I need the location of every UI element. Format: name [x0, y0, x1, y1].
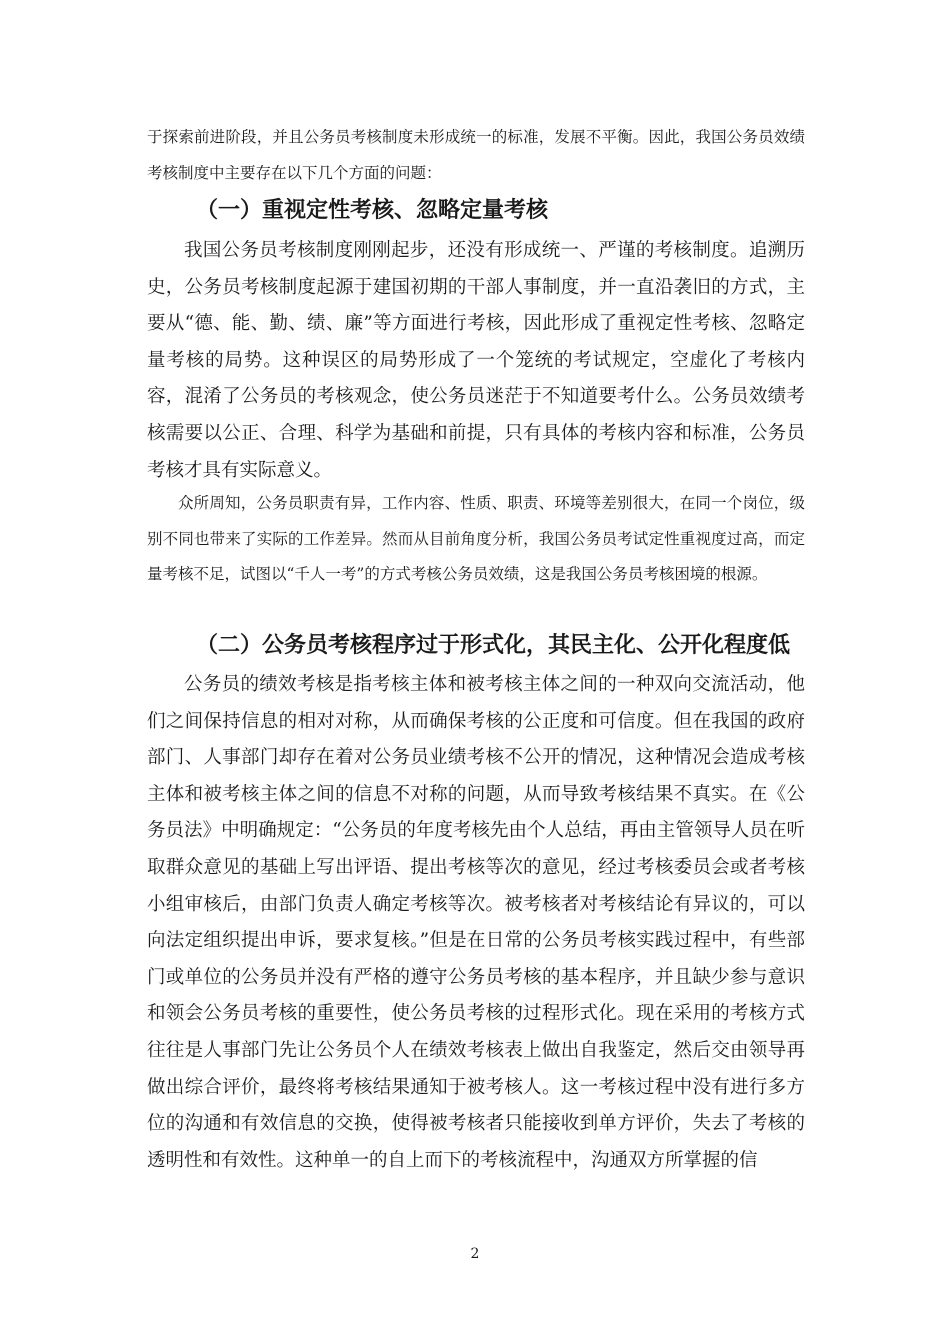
section-1-paragraph-1: 我国公务员考核制度刚刚起步，还没有形成统一、严谨的考核制度。追溯历史，公务员考核制度起源于建国初期的干部人事制度，并一直沿袭旧的方式，主要从“德、能、勤、绩、廉”等方面进行考核，因此形成了重视定性考核、忽略定量考核的局势。这种误区的局势形成了一个笼统的考试规定，空虚化了考核内容，混淆了公务员的考核观念，使公务员迷茫于不知道要考什么。公务员效绩考核需要以公正、合理、科学为基础和前提，只有具体的考核内容和标准，公务员考核才具有实际意义。	[147, 240, 805, 481]
section-1-heading: （一）重视定性考核、忽略定量考核	[196, 198, 549, 223]
intro-paragraph: 于探索前进阶段，并且公务员考核制度未形成统一的标准，发展不平衡。因此，我国公务员效绩考核制度中主要存在以下几个方面的问题：	[147, 128, 805, 182]
section-2-heading: （二）公务员考核程序过于形式化，其民主化、公开化程度低	[196, 633, 791, 658]
page-number: 2	[470, 1246, 480, 1262]
section-1-paragraph-2: 众所周知，公务员职责有异，工作内容、性质、职责、环境等差别很大，在同一个岗位，级别不同也带来了实际的工作差异。然而从目前角度分析，我国公务员考试定性重视度过高，而定量考核不足，试图以“千人一考”的方式考核公务员效绩，这是我国公务员考核困境的根源。	[147, 494, 805, 583]
section-2-paragraph-1: 公务员的绩效考核是指考核主体和被考核主体之间的一种双向交流活动，他们之间保持信息的相对对称，从而确保考核的公正度和可信度。但在我国的政府部门、人事部门却存在着对公务员业绩考核不公开的情况，这种情况会造成考核主体和被考核主体之间的信息不对称的问题，从而导致考核结果不真实。在《公务员法》中明确规定：“公务员的年度考核先由个人总结，再由主管领导人员在听取群众意见的基础上写出评语、提出考核等次的意见，经过考核委员会或者考核小组审核后，由部门负责人确定考核等次。被考核者对考核结论有异议的，可以向法定组织提出申诉，要求复核。”但是在日常的公务员考核实践过程中，有些部门或单位的公务员并没有严格的遵守公务员考核的基本程序，并且缺少参与意识和领会公务员考核的重要性，使公务员考核的过程形式化。现在采用的考核方式往往是人事部门先让公务员个人在绩效考核表上做出自我鉴定，然后交由领导再做出综合评价，最终将考核结果通知于被考核人。这一考核过程中没有进行多方位的沟通和有效信息的交换，使得被考核者只能接收到单方评价，失去了考核的透明性和有效性。这种单一的自上而下的考核流程中，沟通双方所掌握的信	[147, 674, 805, 1171]
